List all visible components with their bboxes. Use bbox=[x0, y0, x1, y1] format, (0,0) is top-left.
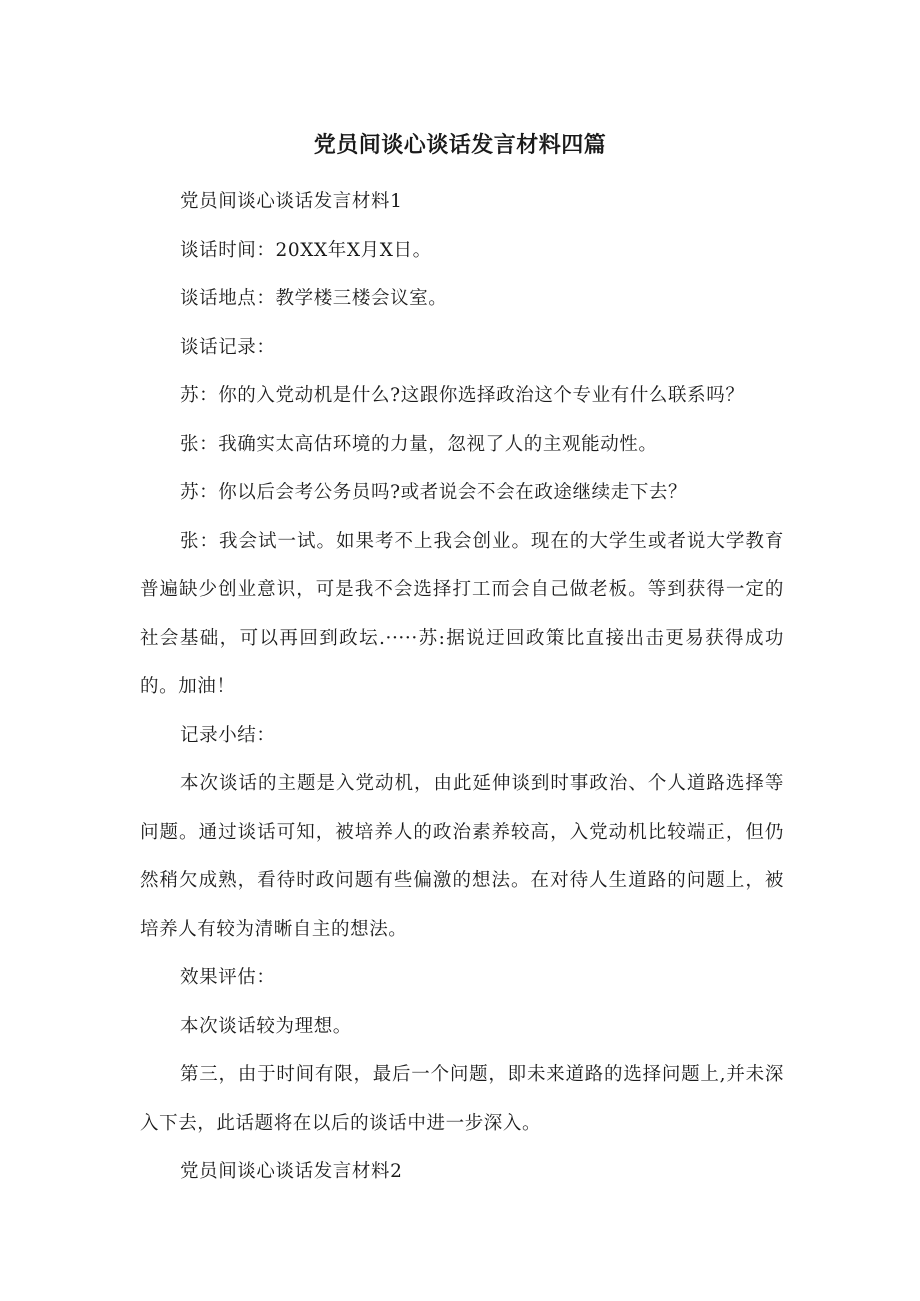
dialogue-line: 苏：你以后会考公务员吗?或者说会不会在政途继续走下去？ bbox=[180, 482, 688, 503]
third-point-paragraph: 第三，由于时间有限，最后一个问题，即未来道路的选择问题上,并未深入下去，此话题将在以后的谈话中进一步深入。 bbox=[140, 1064, 784, 1134]
record-summary-text: 本次谈话的主题是入党动机，由此延伸谈到时事政治、个人道路选择等问题。通过谈话可知，被培养人的政治素养较高，入党动机比较端正，但仍然稍欠成熟，看待时政问题有些偏激的想法。在对待人生道路的问题上，被培养人有较为清晰自主的想法。 bbox=[140, 773, 784, 940]
effect-evaluation-label: 效果评估： bbox=[180, 967, 276, 988]
document-title: 党员间谈心谈话发言材料四篇 bbox=[313, 133, 607, 158]
effect-evaluation-text: 本次谈话较为理想。 bbox=[180, 1015, 352, 1037]
dialogue-line: 张：我确实太高估环境的力量，忽视了人的主观能动性。 bbox=[180, 433, 658, 455]
record-summary-label: 记录小结： bbox=[180, 724, 276, 746]
talk-time: 谈话时间：20XX年X月X日。 bbox=[180, 239, 432, 261]
document-body bbox=[140, 178, 784, 1197]
dialogue-line: 张：我会试一试。如果考不上我会创业。现在的大学生或者说大学教育普遍缺少创业意识，可是我不会选择打工而会自己做老板。等到获得一定的社会基础，可以再回到政坛.·····苏:据说迂回政策比直接出击更易获得成功的。加油！ bbox=[140, 530, 784, 697]
talk-record-label: 谈话记录： bbox=[180, 336, 276, 358]
section-heading-1: 党员间谈心谈话发言材料1 bbox=[180, 191, 403, 212]
dialogue-line: 苏：你的入党动机是什么?这跟你选择政治这个专业有什么联系吗？ bbox=[180, 385, 745, 406]
talk-location: 谈话地点：教学楼三楼会议室。 bbox=[180, 288, 448, 309]
section-heading-2: 党员间谈心谈话发言材料2 bbox=[180, 1161, 403, 1182]
